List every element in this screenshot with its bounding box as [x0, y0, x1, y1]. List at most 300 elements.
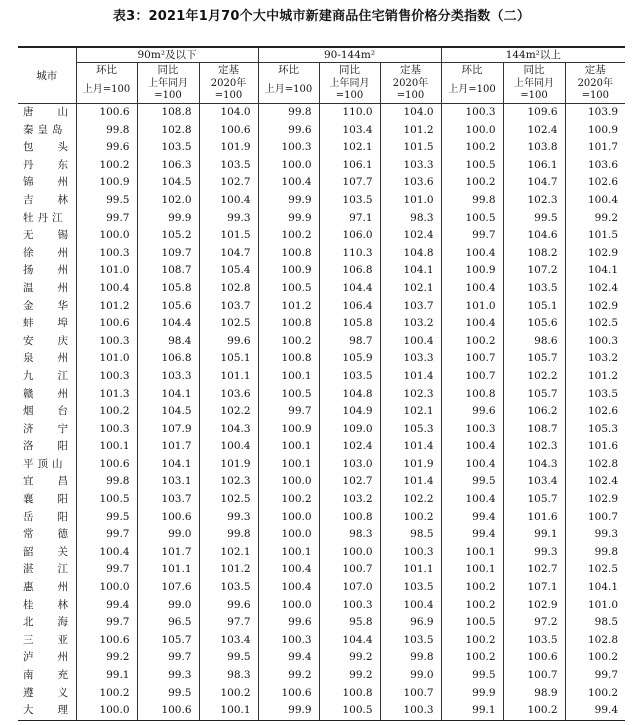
table-row: [18, 456, 625, 474]
value-cell: 99.6: [199, 333, 258, 351]
base-label: =100: [520, 90, 548, 101]
table-row: [18, 333, 625, 351]
base-label: 上年同月: [329, 78, 370, 89]
value-cell: 100.0: [76, 227, 137, 245]
value-cell: 102.3: [503, 438, 565, 456]
value-cell: 100.6: [199, 122, 258, 140]
value-cell: 102.3: [380, 386, 441, 404]
value-cell: 99.5: [137, 685, 199, 703]
value-cell: 99.6: [258, 122, 319, 140]
value-cell: 100.6: [76, 456, 137, 474]
table-row: [18, 157, 625, 175]
value-cell: 100.1: [441, 561, 503, 579]
value-cell: 102.8: [137, 122, 199, 140]
city-cell: [18, 227, 92, 245]
value-cell: 105.7: [503, 350, 565, 368]
table-row: [18, 685, 625, 703]
value-cell: 103.5: [503, 632, 565, 650]
value-cell: 100.3: [76, 245, 137, 263]
value-cell: 104.1: [565, 579, 625, 597]
value-cell: 105.8: [319, 315, 380, 333]
city-cell: [18, 245, 92, 263]
sub-header-2-1: 同比: [503, 63, 565, 78]
value-cell: 103.3: [137, 368, 199, 386]
value-cell: 103.2: [565, 350, 625, 368]
value-cell: 99.6: [76, 139, 137, 157]
value-cell: 99.7: [76, 210, 137, 228]
city-cell: [18, 122, 76, 140]
value-cell: 99.9: [258, 702, 319, 720]
value-cell: 99.8: [258, 104, 319, 122]
value-cell: 102.9: [565, 298, 625, 316]
value-cell: 104.1: [137, 456, 199, 474]
value-cell: 100.9: [258, 262, 319, 280]
base-label: 2020年: [210, 78, 247, 89]
value-cell: 103.4: [199, 632, 258, 650]
city-cell: [18, 438, 92, 456]
table-row: [18, 315, 625, 333]
value-cell: 100.4: [76, 280, 137, 298]
city-cell: [18, 104, 92, 122]
table-title: 表3：2021年1月70个大中城市新建商品住宅销售价格分类指数（二）: [112, 9, 531, 24]
table-row: [18, 350, 625, 368]
value-cell: 105.4: [199, 262, 258, 280]
value-cell: 97.1: [319, 210, 380, 228]
value-cell: 101.0: [565, 597, 625, 615]
value-cell: 105.1: [199, 350, 258, 368]
city-name: 韶关: [23, 545, 92, 558]
value-cell: 102.9: [503, 597, 565, 615]
value-cell: 99.9: [258, 210, 319, 228]
value-cell: 100.1: [258, 438, 319, 456]
value-cell: 99.3: [565, 526, 625, 544]
value-cell: 100.5: [319, 702, 380, 720]
city-name: 泉州: [23, 352, 92, 365]
city-cell: [18, 298, 92, 316]
value-cell: 99.5: [441, 473, 503, 491]
sub-header-0-2: 定基: [199, 63, 258, 78]
sub-header-0-0: 环比: [76, 63, 137, 78]
value-cell: 104.8: [380, 245, 441, 263]
city-name: 济宁: [23, 422, 92, 435]
value-cell: 100.6: [76, 315, 137, 333]
value-cell: 104.5: [137, 403, 199, 421]
table-row: [18, 561, 625, 579]
value-cell: 99.3: [503, 544, 565, 562]
value-cell: 100.3: [565, 333, 625, 351]
value-cell: 99.1: [503, 526, 565, 544]
value-cell: 107.1: [503, 579, 565, 597]
value-cell: 101.6: [503, 509, 565, 527]
value-cell: 95.8: [319, 614, 380, 632]
value-cell: 99.4: [441, 526, 503, 544]
city-name: 襄阳: [23, 493, 92, 506]
city-name: 牡丹江: [23, 211, 67, 224]
value-cell: 101.9: [199, 456, 258, 474]
value-cell: 105.2: [137, 227, 199, 245]
value-cell: 106.1: [319, 157, 380, 175]
value-cell: 100.7: [441, 368, 503, 386]
value-cell: 100.8: [258, 245, 319, 263]
value-cell: 103.2: [319, 491, 380, 509]
sub-header-0-1: 同比: [137, 63, 199, 78]
value-cell: 99.5: [503, 210, 565, 228]
city-cell: [18, 561, 92, 579]
value-cell: 107.6: [137, 579, 199, 597]
value-cell: 102.7: [199, 174, 258, 192]
table-row: [18, 262, 625, 280]
city-cell: [18, 456, 76, 474]
value-cell: 104.4: [319, 632, 380, 650]
value-cell: 100.6: [137, 702, 199, 720]
table-row: [18, 473, 625, 491]
city-name: 宜昌: [23, 475, 92, 488]
value-cell: 100.2: [503, 702, 565, 720]
value-cell: 100.3: [441, 104, 503, 122]
value-cell: 100.8: [258, 350, 319, 368]
city-name: 遵义: [23, 686, 92, 699]
value-cell: 102.5: [199, 315, 258, 333]
value-cell: 104.4: [137, 315, 199, 333]
value-cell: 102.5: [565, 561, 625, 579]
value-cell: 104.9: [319, 403, 380, 421]
value-cell: 109.0: [319, 421, 380, 439]
city-name: 包头: [23, 141, 92, 154]
value-cell: 103.6: [199, 386, 258, 404]
value-cell: 99.8: [380, 649, 441, 667]
value-cell: 99.2: [258, 667, 319, 685]
value-cell: 105.3: [565, 421, 625, 439]
value-cell: 104.8: [319, 386, 380, 404]
city-cell: [18, 526, 92, 544]
table-row: [18, 421, 625, 439]
value-cell: 101.1: [199, 368, 258, 386]
city-name: 湛江: [23, 563, 92, 576]
value-cell: 99.3: [199, 210, 258, 228]
value-cell: 102.3: [503, 192, 565, 210]
city-name: 三亚: [23, 633, 92, 646]
value-cell: 104.1: [380, 262, 441, 280]
value-cell: 100.9: [258, 421, 319, 439]
value-cell: 104.7: [199, 245, 258, 263]
value-cell: 99.6: [258, 614, 319, 632]
city-cell: [18, 350, 92, 368]
value-cell: 104.1: [137, 386, 199, 404]
value-cell: 105.3: [380, 421, 441, 439]
value-cell: 99.2: [76, 649, 137, 667]
value-cell: 102.1: [319, 139, 380, 157]
value-cell: 100.3: [380, 702, 441, 720]
table-row: [18, 368, 625, 386]
value-cell: 105.7: [137, 632, 199, 650]
city-name: 桂林: [23, 598, 92, 611]
table-row: [18, 702, 625, 720]
value-cell: 106.4: [319, 298, 380, 316]
value-cell: 102.8: [565, 456, 625, 474]
value-cell: 110.3: [319, 245, 380, 263]
base-header-2-2: [565, 77, 625, 104]
base-label: 上年同月: [148, 78, 188, 89]
group-header-small: 90m²及以下: [76, 47, 258, 63]
table-row: [18, 438, 625, 456]
value-cell: 100.2: [441, 333, 503, 351]
value-cell: 100.2: [441, 139, 503, 157]
value-cell: 100.2: [258, 491, 319, 509]
city-name: 无锡: [23, 229, 92, 242]
value-cell: 103.3: [380, 157, 441, 175]
value-cell: 103.5: [380, 579, 441, 597]
sub-header-1-2: 定基: [380, 63, 441, 78]
value-cell: 102.6: [565, 403, 625, 421]
value-cell: 102.4: [319, 438, 380, 456]
value-cell: 100.3: [76, 368, 137, 386]
value-cell: 103.5: [503, 280, 565, 298]
value-cell: 100.4: [441, 456, 503, 474]
value-cell: 103.0: [319, 456, 380, 474]
value-cell: 99.3: [137, 667, 199, 685]
value-cell: 101.0: [441, 298, 503, 316]
table-row: [18, 210, 625, 228]
value-cell: 101.2: [76, 298, 137, 316]
value-cell: 100.0: [258, 597, 319, 615]
value-cell: 100.6: [503, 649, 565, 667]
base-label: =100: [335, 90, 364, 101]
value-cell: 100.6: [76, 632, 137, 650]
city-name: 岳阳: [23, 510, 92, 523]
value-cell: 99.4: [565, 702, 625, 720]
value-cell: 100.4: [441, 315, 503, 333]
value-cell: 100.2: [258, 227, 319, 245]
value-cell: 102.4: [503, 122, 565, 140]
city-cell: [18, 632, 92, 650]
value-cell: 98.7: [319, 333, 380, 351]
table-row: [18, 649, 625, 667]
value-cell: 101.5: [199, 227, 258, 245]
value-cell: 105.1: [503, 298, 565, 316]
city-cell: [18, 280, 92, 298]
value-cell: 100.8: [441, 386, 503, 404]
sub-header-2-0: 环比: [441, 63, 503, 78]
value-cell: 101.1: [380, 561, 441, 579]
value-cell: 109.6: [503, 104, 565, 122]
value-cell: 109.7: [137, 245, 199, 263]
value-cell: 100.4: [441, 280, 503, 298]
value-cell: 104.7: [503, 174, 565, 192]
city-name: 烟台: [23, 405, 92, 418]
value-cell: 100.8: [319, 685, 380, 703]
value-cell: 106.1: [503, 157, 565, 175]
value-cell: 99.0: [137, 597, 199, 615]
table-row: [18, 280, 625, 298]
base-label: =100: [214, 90, 243, 101]
value-cell: 105.6: [503, 315, 565, 333]
sub-header-1-0: 环比: [258, 63, 319, 78]
table-row: [18, 245, 625, 263]
value-cell: 101.9: [380, 456, 441, 474]
city-name: 常德: [23, 528, 92, 541]
value-cell: 104.4: [319, 280, 380, 298]
city-name: 泸州: [23, 651, 92, 664]
table-row: [18, 386, 625, 404]
value-cell: 100.0: [319, 544, 380, 562]
value-cell: 100.0: [76, 702, 137, 720]
value-cell: 103.7: [137, 491, 199, 509]
value-cell: 99.8: [199, 526, 258, 544]
value-cell: 101.2: [565, 368, 625, 386]
value-cell: 99.5: [441, 667, 503, 685]
city-cell: [18, 386, 92, 404]
value-cell: 99.4: [258, 649, 319, 667]
city-name: 温州: [23, 281, 92, 294]
value-cell: 100.4: [199, 192, 258, 210]
value-cell: 103.9: [565, 104, 625, 122]
city-cell: [18, 702, 92, 720]
value-cell: 99.2: [319, 667, 380, 685]
value-cell: 98.5: [565, 614, 625, 632]
value-cell: 101.3: [76, 386, 137, 404]
value-cell: 100.5: [76, 491, 137, 509]
value-cell: 101.4: [380, 368, 441, 386]
value-cell: 103.6: [565, 157, 625, 175]
value-cell: 100.4: [380, 597, 441, 615]
sub-header-1-1: 同比: [319, 63, 380, 78]
table-row: [18, 526, 625, 544]
table-row: [18, 403, 625, 421]
value-cell: 100.3: [258, 632, 319, 650]
value-cell: 107.2: [503, 262, 565, 280]
value-cell: 99.2: [319, 649, 380, 667]
value-cell: 101.7: [137, 438, 199, 456]
value-cell: 99.8: [76, 122, 137, 140]
table-row: [18, 174, 625, 192]
city-name: 蚌埠: [23, 317, 92, 330]
value-cell: 110.0: [319, 104, 380, 122]
table-row: [18, 192, 625, 210]
value-cell: 105.6: [137, 298, 199, 316]
base-header-0-0: [76, 77, 137, 104]
value-cell: 106.8: [319, 262, 380, 280]
value-cell: 101.4: [380, 473, 441, 491]
base-label: 2020年: [392, 78, 429, 89]
value-cell: 100.5: [258, 280, 319, 298]
value-cell: 102.4: [565, 473, 625, 491]
value-cell: 102.5: [565, 315, 625, 333]
value-cell: 100.7: [503, 667, 565, 685]
value-cell: 100.5: [441, 614, 503, 632]
value-cell: 99.6: [199, 597, 258, 615]
value-cell: 100.5: [441, 210, 503, 228]
value-cell: 100.1: [258, 368, 319, 386]
base-label: =100: [396, 90, 425, 101]
city-name: 吉林: [23, 193, 92, 206]
value-cell: 103.1: [137, 473, 199, 491]
value-cell: 100.8: [319, 509, 380, 527]
value-cell: 99.1: [76, 667, 137, 685]
value-cell: 102.9: [565, 245, 625, 263]
value-cell: 101.5: [565, 227, 625, 245]
value-cell: 100.9: [565, 122, 625, 140]
value-cell: 98.5: [380, 526, 441, 544]
city-name: 九江: [23, 369, 92, 382]
value-cell: 104.0: [380, 104, 441, 122]
value-cell: 100.4: [441, 438, 503, 456]
value-cell: 103.5: [199, 579, 258, 597]
value-cell: 99.0: [380, 667, 441, 685]
value-cell: 102.5: [199, 491, 258, 509]
table-row: [18, 491, 625, 509]
value-cell: 102.8: [199, 280, 258, 298]
base-header-1-2: [380, 77, 441, 104]
table-row: [18, 139, 625, 157]
value-cell: 102.3: [199, 473, 258, 491]
value-cell: 102.8: [565, 632, 625, 650]
value-cell: 108.2: [503, 245, 565, 263]
value-cell: 100.3: [441, 421, 503, 439]
table-row: [18, 597, 625, 615]
value-cell: 105.8: [137, 280, 199, 298]
value-cell: 102.1: [380, 280, 441, 298]
value-cell: 102.2: [199, 403, 258, 421]
value-cell: 99.4: [76, 597, 137, 615]
value-cell: 100.5: [258, 386, 319, 404]
value-cell: 100.4: [199, 438, 258, 456]
value-cell: 100.4: [380, 333, 441, 351]
value-cell: 103.2: [380, 315, 441, 333]
table-row: [18, 298, 625, 316]
value-cell: 96.9: [380, 614, 441, 632]
value-cell: 100.2: [441, 579, 503, 597]
city-cell: [18, 421, 92, 439]
value-cell: 103.5: [319, 368, 380, 386]
value-cell: 96.5: [137, 614, 199, 632]
value-cell: 100.1: [199, 702, 258, 720]
city-name: 赣州: [23, 387, 92, 400]
value-cell: 100.7: [441, 350, 503, 368]
value-cell: 99.8: [441, 192, 503, 210]
base-label: 上月=100: [82, 84, 131, 95]
value-cell: 100.1: [76, 438, 137, 456]
value-cell: 101.6: [565, 438, 625, 456]
value-cell: 99.5: [199, 649, 258, 667]
city-cell: [18, 649, 92, 667]
city-name: 平顶山: [23, 457, 67, 470]
value-cell: 100.0: [441, 122, 503, 140]
value-cell: 99.3: [199, 509, 258, 527]
value-cell: 100.3: [258, 139, 319, 157]
value-cell: 99.6: [441, 403, 503, 421]
value-cell: 100.4: [258, 174, 319, 192]
value-cell: 99.8: [76, 473, 137, 491]
city-cell: [18, 139, 92, 157]
value-cell: 100.2: [565, 685, 625, 703]
city-cell: [18, 333, 92, 351]
value-cell: 100.1: [441, 544, 503, 562]
value-cell: 102.4: [380, 227, 441, 245]
table-row: [18, 104, 625, 122]
value-cell: 101.2: [258, 298, 319, 316]
value-cell: 102.4: [565, 280, 625, 298]
value-cell: 103.7: [380, 298, 441, 316]
value-cell: 105.7: [503, 491, 565, 509]
value-cell: 100.4: [76, 544, 137, 562]
value-cell: 103.5: [380, 632, 441, 650]
value-cell: 100.6: [76, 104, 137, 122]
value-cell: 102.2: [503, 368, 565, 386]
value-cell: 100.3: [76, 421, 137, 439]
value-cell: 100.7: [565, 509, 625, 527]
value-cell: 99.7: [76, 526, 137, 544]
value-cell: 100.0: [258, 509, 319, 527]
